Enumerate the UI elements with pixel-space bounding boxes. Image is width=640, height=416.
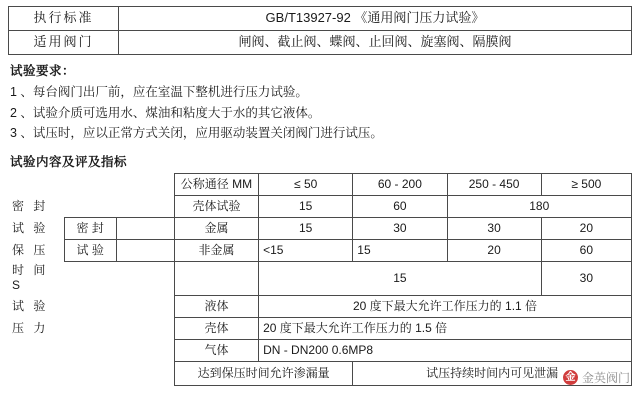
seal-group-label-1: 密 封 [64, 217, 116, 239]
row-label-holding: 保 压 [12, 242, 49, 257]
seal-nonmetal-le50: <15 [259, 239, 353, 261]
footer-leak-allowance: 达到保压时间允许渗漏量 [174, 361, 352, 385]
spacer-cell [116, 261, 174, 295]
spacer-cell [116, 195, 174, 217]
requirement-line-2: 2 、试验介质可选用水、煤油和粘度大于水的其它液体。 [10, 105, 321, 120]
seal-group-label-2: 试 验 [64, 239, 116, 261]
seal-metal-60-200: 30 [353, 217, 447, 239]
column-header-ge500: ≥ 500 [541, 173, 631, 195]
seal-nonmetal-250-450: 20 [447, 239, 541, 261]
requirements-title: 试验要求： [10, 64, 76, 78]
table-row-shell [8, 195, 632, 217]
pressure-shell-value: 20 度下最大允许工作压力的 1.5 倍 [259, 317, 632, 339]
table-row [9, 31, 632, 55]
row-label-test-pressure-2: 压 力 [12, 320, 49, 335]
table-row-nonmetal [8, 239, 632, 261]
requirements-section [8, 62, 632, 144]
standard-header-table [8, 6, 632, 55]
seal-extra-value-2: 30 [541, 261, 631, 295]
seal-nonmetal-name: 非金属 [174, 239, 258, 261]
content-title: 试验内容及评及指标 [10, 154, 128, 169]
spacer-cell [64, 339, 116, 361]
spacer-cell [116, 173, 174, 195]
seal-group-nonmetal-spacer [116, 239, 174, 261]
row-label-time: 时 间 S [12, 263, 49, 292]
seal-nonmetal-ge500: 60 [541, 239, 631, 261]
column-header-250-450: 250 - 450 [447, 173, 541, 195]
column-header-dn: 公称通径 MM [174, 173, 258, 195]
table-row-liquid [8, 295, 632, 317]
spacer-cell [8, 361, 64, 385]
seal-extra-value-1: 15 [259, 261, 542, 295]
column-header-le50: ≤ 50 [259, 173, 353, 195]
pressure-liquid-name: 液体 [174, 295, 258, 317]
pressure-gas-value: DN - DN200 0.6MP8 [259, 339, 632, 361]
footer-visible-leak: 试压持续时间内可见泄漏 [353, 361, 632, 385]
seal-metal-le50: 15 [259, 217, 353, 239]
row-label-test-pressure-1: 试 验 [12, 298, 49, 313]
shell-test-250plus: 180 [447, 195, 632, 217]
spacer-cell [64, 173, 116, 195]
test-content-table [8, 173, 632, 386]
row-label-test: 试 验 [12, 220, 49, 235]
applicable-valve-label: 适用阀门 [9, 31, 119, 55]
shell-test-60-200: 60 [353, 195, 447, 217]
table-header-row [8, 173, 632, 195]
spacer-cell [116, 339, 174, 361]
applicable-valve-value: 闸阀、截止阀、蝶阀、止回阀、旋塞阀、隔膜阀 [119, 31, 632, 55]
table-row [9, 7, 632, 31]
table-row-shell-pressure [8, 317, 632, 339]
spacer-cell [8, 173, 64, 195]
spacer-cell [64, 261, 116, 295]
shell-test-name: 壳体试验 [174, 195, 258, 217]
column-header-60-200: 60 - 200 [353, 173, 447, 195]
pressure-liquid-value: 20 度下最大允许工作压力的 1.1 倍 [259, 295, 632, 317]
seal-metal-name: 金属 [174, 217, 258, 239]
seal-metal-ge500: 20 [541, 217, 631, 239]
seal-nonmetal-60-200: 15 [353, 239, 447, 261]
pressure-shell-name: 壳体 [174, 317, 258, 339]
standard-value: GB/T13927-92 《通用阀门压力试验》 [119, 7, 632, 31]
table-row-metal [8, 217, 632, 239]
spacer-cell [64, 195, 116, 217]
spacer-cell [116, 361, 174, 385]
spacer-cell [64, 317, 116, 339]
row-label-seal: 密 封 [12, 198, 49, 213]
spacer-cell [64, 295, 116, 317]
table-row-gas-pressure [8, 339, 632, 361]
spacer-cell [116, 317, 174, 339]
spacer-cell [64, 361, 116, 385]
requirement-line-1: 1 、每台阀门出厂前，应在室温下整机进行压力试验。 [10, 85, 308, 100]
seal-group-metal-spacer [116, 217, 174, 239]
pressure-gas-name: 气体 [174, 339, 258, 361]
seal-extra-name [174, 261, 258, 295]
requirement-line-3: 3 、试压时，应以正常方式关闭，应用驱动装置关闭阀门进行试压。 [10, 126, 383, 141]
watermark-text: 金英阀门 [581, 371, 630, 385]
watermark-badge-icon: 金 [563, 370, 578, 385]
shell-test-le50: 15 [259, 195, 353, 217]
standard-label: 执行标准 [9, 7, 119, 31]
table-row-footer [8, 361, 632, 385]
spacer-cell [116, 295, 174, 317]
watermark [563, 369, 630, 386]
seal-metal-250-450: 30 [447, 217, 541, 239]
table-row-extra [8, 261, 632, 295]
spacer-cell [8, 339, 64, 361]
